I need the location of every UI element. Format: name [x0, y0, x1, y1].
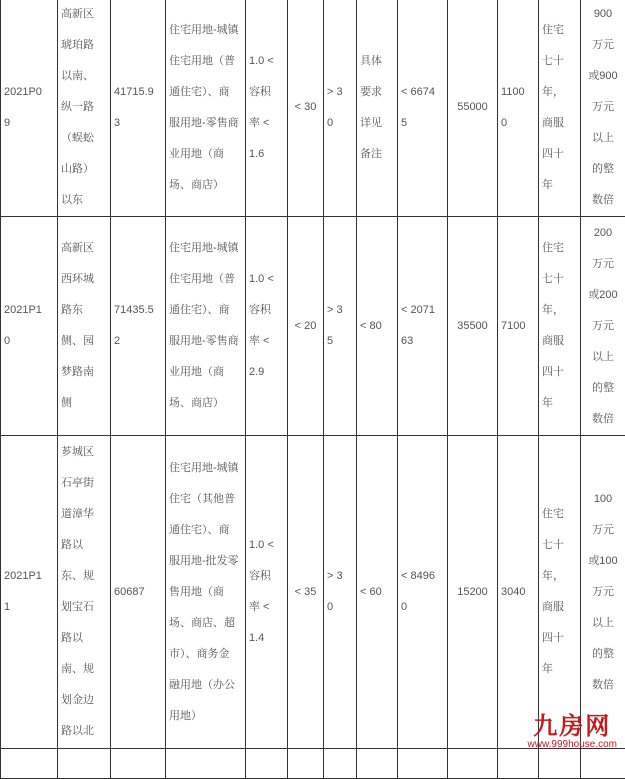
cell-term: 住宅 七十 年， 商服 四十 年: [539, 217, 581, 436]
cell-far: 1.0 < 容积 率 < 1.4: [246, 436, 288, 749]
cell-investment: < 2071 63: [398, 217, 448, 436]
empty-cell: [1, 749, 58, 779]
cell-id: 2021P0 9: [1, 0, 58, 217]
empty-cell: [166, 749, 246, 779]
cell-green: > 3 0: [324, 436, 357, 749]
watermark-name: 九房网: [528, 713, 618, 739]
cell-increment: 200 万元 或200 万元 以上 的整 数倍: [581, 217, 625, 436]
cell-green: > 3 0: [324, 0, 357, 217]
watermark-url: www.999house.com: [528, 739, 618, 751]
cell-id: 2021P1 1: [1, 436, 58, 749]
cell-investment: < 8496 0: [398, 436, 448, 749]
cell-term: 住宅 七十 年， 商服 四十 年: [539, 0, 581, 217]
empty-cell: [398, 749, 448, 779]
cell-area: 41715.9 3: [111, 0, 166, 217]
cell-deposit: 3040: [498, 436, 539, 749]
cell-green: > 3 5: [324, 217, 357, 436]
table-row: [1, 217, 625, 436]
cell-area: 60687: [111, 436, 166, 749]
cell-use: 住宅用地-城镇 住宅（其他普 通住宅）、商 服用地-批发零 售用地（商 场、商店、超 市）、商务金 融用地（办公 用地）: [166, 436, 246, 749]
cell-start-price: 55000: [448, 0, 498, 217]
empty-cell: [324, 749, 357, 779]
empty-cell: [448, 749, 498, 779]
cell-height: < 80: [357, 217, 398, 436]
empty-cell: [581, 749, 625, 779]
empty-cell: [498, 749, 539, 779]
empty-cell: [288, 749, 324, 779]
cell-deposit: 1100 0: [498, 0, 539, 217]
empty-cell: [246, 749, 288, 779]
empty-cell: [357, 749, 398, 779]
cell-start-price: 15200: [448, 436, 498, 749]
cell-increment: 900 万元 或900 万元 以上 的整 数倍: [581, 0, 625, 217]
table-row: [1, 436, 625, 749]
cell-density: < 20: [288, 217, 324, 436]
cell-use: 住宅用地-城镇 住宅用地（普 通住宅）、商 服用地-零售商 业用地（商 场、商店）: [166, 217, 246, 436]
cell-location: 高新区 琥珀路 以南、 纵一路 （蜈蚣 山路） 以东: [58, 0, 111, 217]
cell-location: 芗城区 石亭街 道漳华 路以 东、规 划宝石 路以 南、规 划金边 路以北: [58, 436, 111, 749]
cell-start-price: 35500: [448, 217, 498, 436]
cell-far: 1.0 < 容积 率 < 1.6: [246, 0, 288, 217]
cell-id: 2021P1 0: [1, 217, 58, 436]
watermark-logo: [528, 713, 618, 751]
cell-density: < 30: [288, 0, 324, 217]
empty-cell: [58, 749, 111, 779]
cell-location: 高新区 西环城 路东 侧、园 梦路南 侧: [58, 217, 111, 436]
empty-cell: [111, 749, 166, 779]
table-row: [1, 0, 625, 217]
cell-use: 住宅用地-城镇 住宅用地（普 通住宅）、商 服用地-零售商 业用地（商 场、商店）: [166, 0, 246, 217]
cell-increment: 100 万元 或100 万元 以上 的整 数倍: [581, 436, 625, 749]
table-row: [1, 749, 625, 779]
cell-height: 具体 要求 详见 备注: [357, 0, 398, 217]
cell-far: 1.0 < 容积 率 < 2.9: [246, 217, 288, 436]
cell-deposit: 7100: [498, 217, 539, 436]
cell-term: 住宅 七十 年， 商服 四十 年: [539, 436, 581, 749]
cell-investment: < 6674 5: [398, 0, 448, 217]
cell-density: < 35: [288, 436, 324, 749]
empty-cell: [539, 749, 581, 779]
cell-height: < 60: [357, 436, 398, 749]
cell-area: 71435.5 2: [111, 217, 166, 436]
